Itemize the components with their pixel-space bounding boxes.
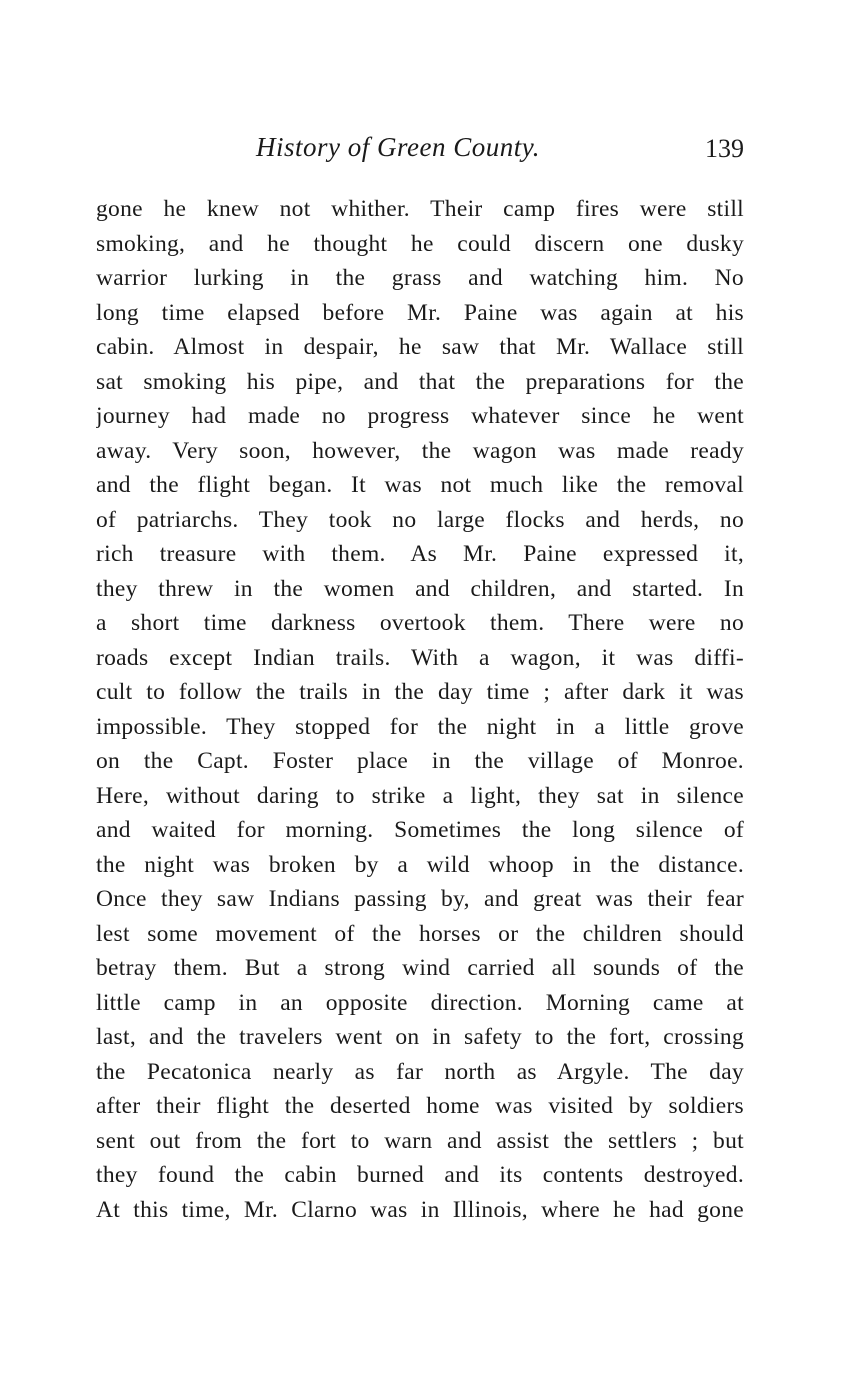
text-line: warrior lurking in the grass and watching him. No — [96, 265, 744, 291]
running-title: History of Green County. — [256, 132, 540, 162]
text-line: after their flight the deserted home was visited by soldiers — [96, 1093, 744, 1119]
text-line: Here, without daring to strike a light, they sat in silence — [96, 782, 744, 809]
text-line: long time elapsed before Mr. Paine was again at his — [96, 299, 744, 326]
text-line: and waited for morning. Sometimes the long silence of — [96, 817, 744, 843]
running-head — [96, 132, 744, 172]
text-line: the Pecatonica nearly as far north as Argyle. The day — [96, 1058, 744, 1085]
text-line: on the Capt. Foster place in the village of Monroe. — [96, 748, 744, 774]
text-line: rich treasure with them. As Mr. Paine expressed it, — [96, 541, 744, 567]
text-line: a short time darkness overtook them. There were no — [96, 610, 744, 636]
text-line: they threw in the women and children, and started. In — [96, 575, 744, 602]
text-line: they found the cabin burned and its contents destroyed. — [96, 1162, 744, 1188]
text-line: betray them. But a strong wind carried all sounds of the — [96, 955, 744, 981]
text-line: lest some movement of the horses or the children should — [96, 920, 744, 947]
text-line: impossible. They stopped for the night in a little grove — [96, 713, 744, 740]
body-text — [96, 192, 744, 1227]
text-line: Once they saw Indians passing by, and great was their fear — [96, 886, 744, 912]
text-line: smoking, and he thought he could discern one dusky — [96, 230, 744, 257]
page-number: 139 — [705, 134, 744, 163]
text-line: away. Very soon, however, the wagon was made ready — [96, 437, 744, 464]
text-line: cabin. Almost in despair, he saw that Mr. Wallace still — [96, 334, 744, 360]
text-line: sent out from the fort to warn and assist the settlers ; but — [96, 1127, 744, 1154]
text-line: cult to follow the trails in the day time ; after dark it was — [96, 679, 744, 705]
text-line: last, and the travelers went on in safety to the fort, crossing — [96, 1024, 744, 1050]
text-line: At this time, Mr. Clarno was in Illinois, where he had gone — [96, 1196, 744, 1223]
text-line: the night was broken by a wild whoop in the distance. — [96, 851, 744, 878]
text-line: journey had made no progress whatever since he went — [96, 403, 744, 429]
text-line: little camp in an opposite direction. Morning came at — [96, 989, 744, 1016]
text-line: roads except Indian trails. With a wagon, it was diffi- — [96, 644, 744, 671]
text-line: of patriarchs. They took no large flocks and herds, no — [96, 506, 744, 533]
text-line: and the flight began. It was not much like the removal — [96, 472, 744, 498]
text-line: sat smoking his pipe, and that the preparations for the — [96, 368, 744, 395]
text-line: gone he knew not whither. Their camp fires were still — [96, 196, 744, 222]
